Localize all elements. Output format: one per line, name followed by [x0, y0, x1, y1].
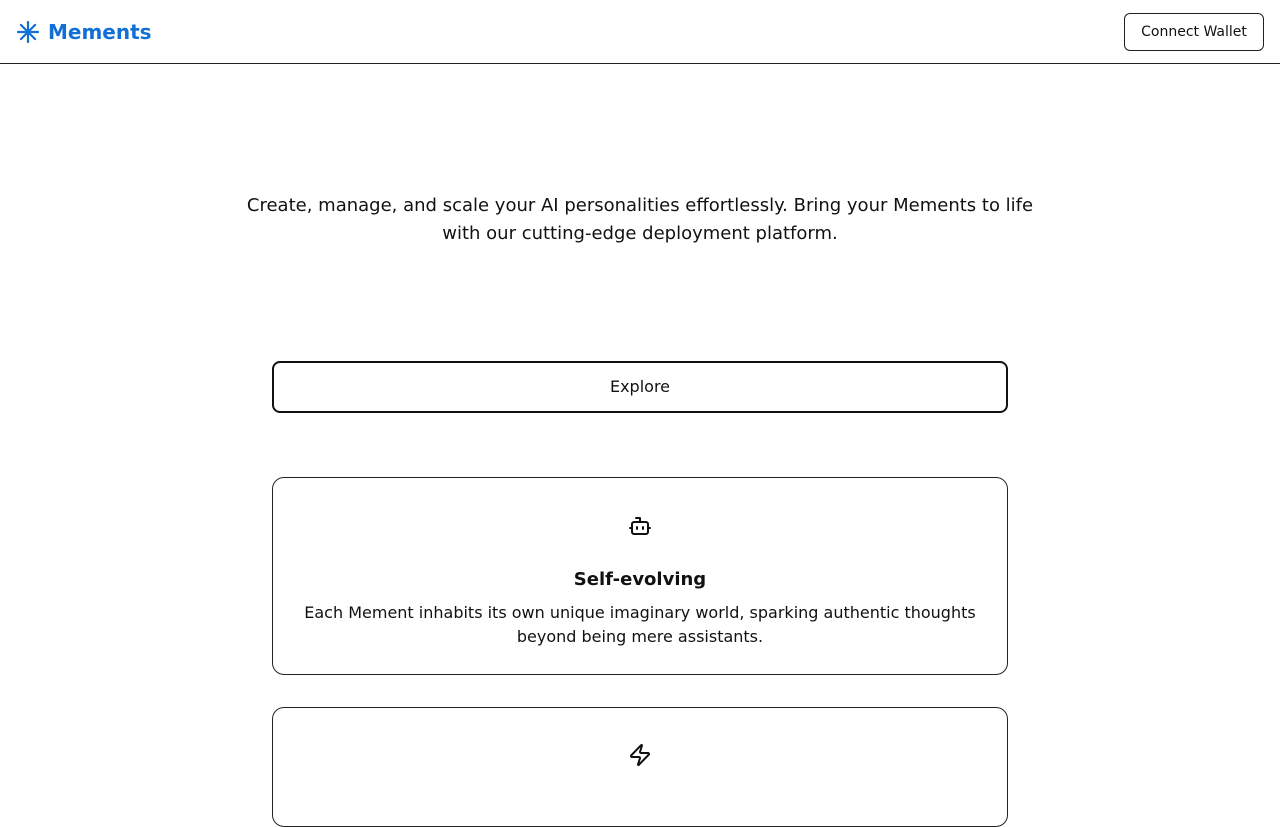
feature-title: Self-evolving — [573, 569, 707, 590]
feature-description: Each Mement inhabits its own unique imaginary world, sparking authentic thoughts beyond being mere assistants. — [304, 603, 976, 646]
explore-button[interactable]: Explore — [272, 361, 1008, 413]
feature-card-self-evolving — [272, 477, 1008, 675]
brand-name: Mements — [48, 20, 152, 44]
top-navbar — [0, 0, 1280, 64]
bot-icon — [628, 514, 652, 538]
connect-wallet-button[interactable]: Connect Wallet — [1124, 13, 1264, 51]
brand-logo-link[interactable] — [16, 19, 152, 45]
sparkle-asterisk-icon — [16, 20, 40, 44]
hero-description: Create, manage, and scale your AI personalities effortlessly. Bring your Mements to life with our cutting-edge deployment platform. — [246, 195, 1034, 244]
feature-card-second — [272, 707, 1008, 827]
zap-icon — [628, 743, 652, 767]
